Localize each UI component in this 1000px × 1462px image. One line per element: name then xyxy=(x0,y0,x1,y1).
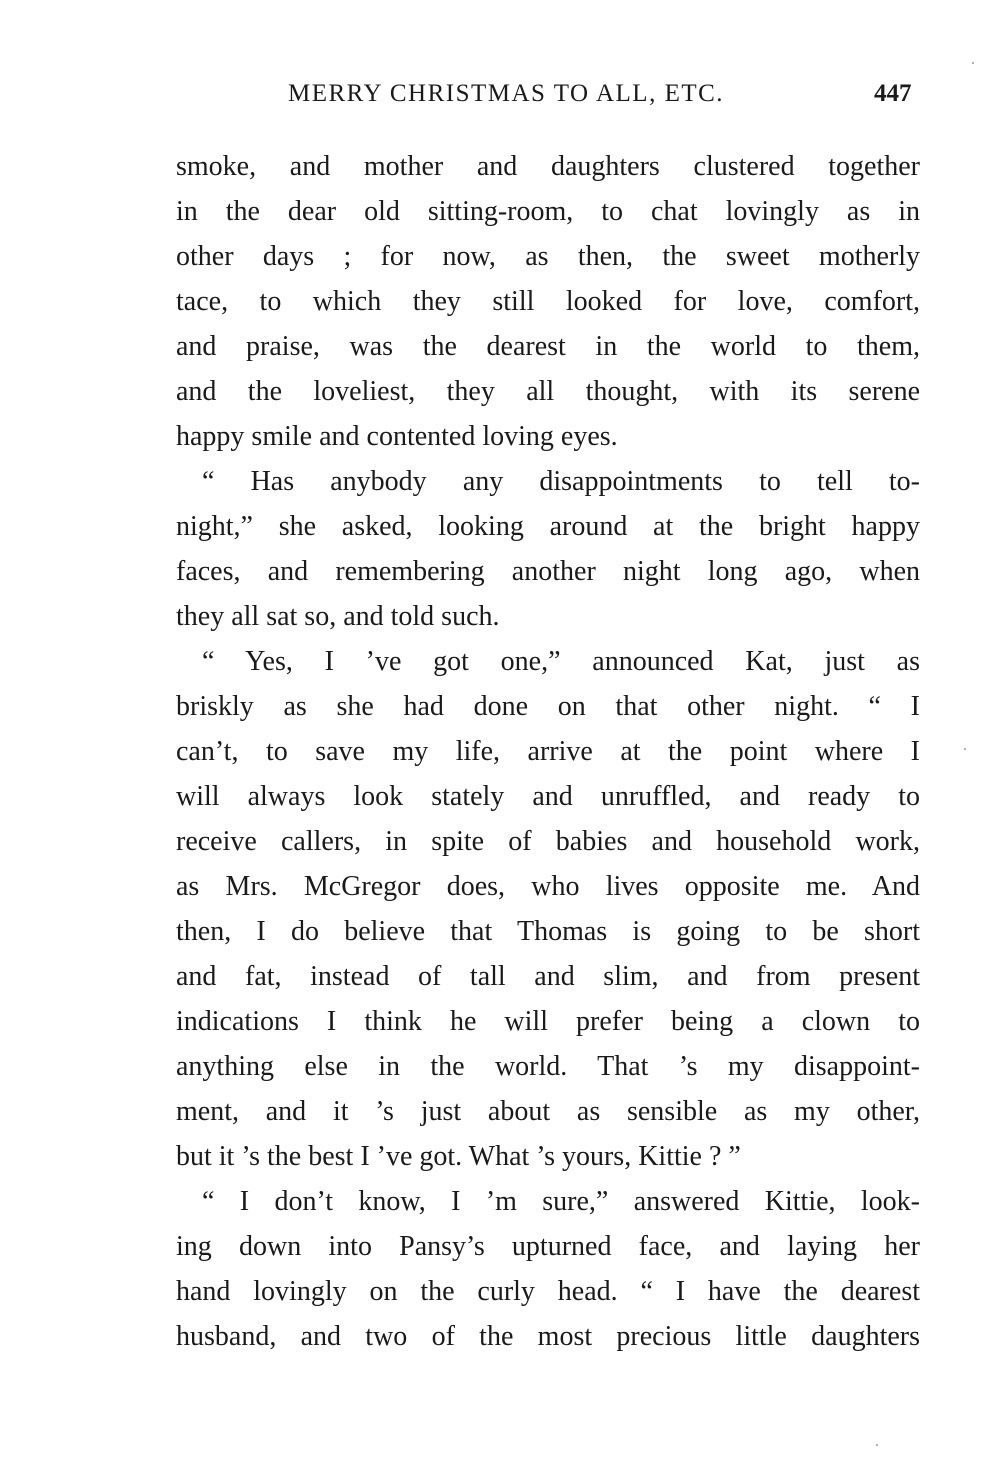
page-number: 447 xyxy=(874,80,912,107)
text-line: and the loveliest, they all thought, with its serene xyxy=(176,376,920,407)
text-line: night,” she asked, looking around at the bright happy xyxy=(176,511,920,542)
text-line: smoke, and mother and daughters clustered together xyxy=(176,151,920,182)
text-line: they all sat so, and told such. xyxy=(176,601,500,632)
text-line: receive callers, in spite of babies and household work, xyxy=(176,826,920,857)
text-line: other days ; for now, as then, the sweet motherly xyxy=(176,241,920,272)
text-line: anything else in the world. That ’s my disappoint- xyxy=(176,1051,920,1082)
text-line: tace, to which they still looked for love, comfort, xyxy=(176,286,920,317)
text-line: hand lovingly on the curly head. “ I have the dearest xyxy=(176,1276,920,1307)
text-line: faces, and remembering another night long ago, when xyxy=(176,556,920,587)
text-line: then, I do believe that Thomas is going to be short xyxy=(176,916,920,947)
paragraph-start-line: “ I don’t know, I ’m sure,” answered Kittie, look- xyxy=(202,1186,920,1217)
text-line: but it ’s the best I ’ve got. What ’s yours, Kittie ? ” xyxy=(176,1141,741,1172)
text-line: in the dear old sitting-room, to chat lovingly as in xyxy=(176,196,920,227)
text-line: briskly as she had done on that other night. “ I xyxy=(176,691,920,722)
text-line: as Mrs. McGregor does, who lives opposite me. And xyxy=(176,871,920,902)
running-head xyxy=(0,80,1000,116)
text-line: indications I think he will prefer being a clown to xyxy=(176,1006,920,1037)
text-line: happy smile and contented loving eyes. xyxy=(176,421,618,452)
paragraph-start-line: “ Yes, I ’ve got one,” announced Kat, just as xyxy=(202,646,920,677)
text-line: ing down into Pansy’s upturned face, and laying her xyxy=(176,1231,920,1262)
scan-speck xyxy=(964,748,966,750)
scan-speck xyxy=(972,62,974,64)
text-line: will always look stately and unruffled, and ready to xyxy=(176,781,920,812)
text-line: husband, and two of the most precious little daughters xyxy=(176,1321,920,1352)
text-line: and praise, was the dearest in the world to them, xyxy=(176,331,920,362)
scan-speck xyxy=(876,1444,878,1446)
body-text xyxy=(176,144,920,1359)
paragraph-start-line: “ Has anybody any disappointments to tell to- xyxy=(202,466,920,497)
text-line: ment, and it ’s just about as sensible as my other, xyxy=(176,1096,920,1127)
running-title: MERRY CHRISTMAS TO ALL, ETC. xyxy=(288,80,725,107)
text-line: can’t, to save my life, arrive at the point where I xyxy=(176,736,920,767)
text-line: and fat, instead of tall and slim, and from present xyxy=(176,961,920,992)
